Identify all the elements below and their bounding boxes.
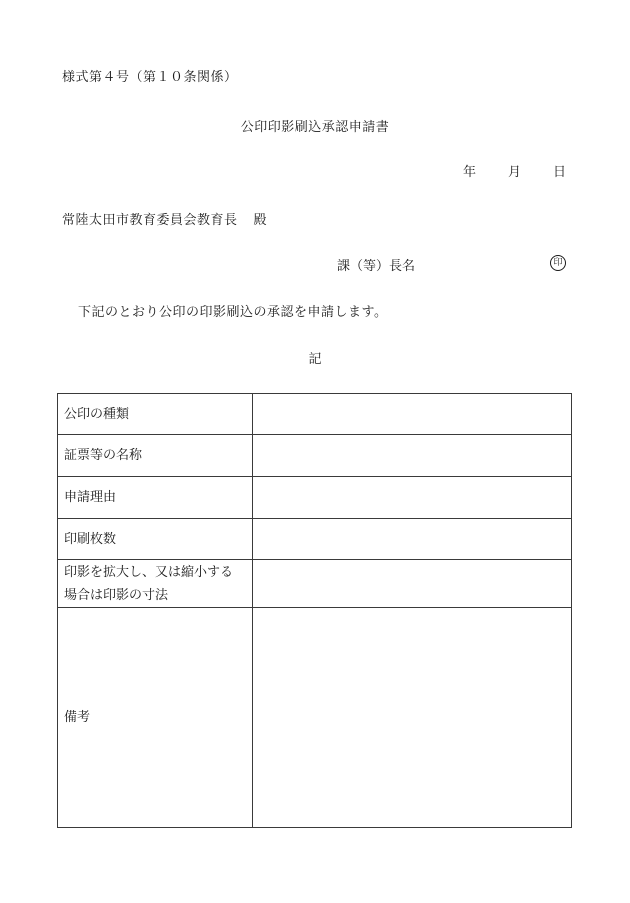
row-label-seal-type: 公印の種類 — [58, 394, 253, 435]
table-row — [58, 477, 572, 519]
seal-mark: 印 — [550, 255, 566, 271]
applicant-name-label: 課（等）長名 — [337, 259, 416, 274]
document-title: 公印印影刷込承認申請書 — [240, 120, 390, 135]
table-row — [58, 560, 572, 608]
form-number: 様式第４号（第１０条関係） — [62, 70, 238, 85]
row-label-remarks: 備考 — [58, 608, 253, 828]
row-value-seal-dimensions[interactable] — [253, 560, 572, 608]
ki-heading: 記 — [308, 352, 322, 367]
table-row — [58, 435, 572, 477]
row-value-reason[interactable] — [253, 477, 572, 519]
row-label-reason: 申請理由 — [58, 477, 253, 519]
row-label-seal-dimensions: 印影を拡大し、又は縮小する 場合は印影の寸法 — [58, 560, 253, 608]
table-row — [58, 519, 572, 560]
date-year-label: 年 — [462, 165, 476, 180]
date-day-label: 日 — [552, 165, 566, 180]
date-line — [463, 161, 566, 180]
addressee-honorific: 殿 — [253, 213, 268, 228]
application-table — [57, 393, 572, 828]
row-value-print-count[interactable] — [253, 519, 572, 560]
row-value-seal-type[interactable] — [253, 394, 572, 435]
row-value-remarks[interactable] — [253, 608, 572, 828]
addressee-name: 常陸太田市教育委員会教育長 — [62, 213, 238, 228]
date-month-label: 月 — [507, 165, 521, 180]
table-row — [58, 608, 572, 828]
addressee — [62, 209, 267, 228]
intro-text: 下記のとおり公印の印影刷込の承認を申請します。 — [78, 305, 388, 320]
row-label-certificate-name: 証票等の名称 — [58, 435, 253, 477]
table-row — [58, 394, 572, 435]
row-label-print-count: 印刷枚数 — [58, 519, 253, 560]
row-value-certificate-name[interactable] — [253, 435, 572, 477]
